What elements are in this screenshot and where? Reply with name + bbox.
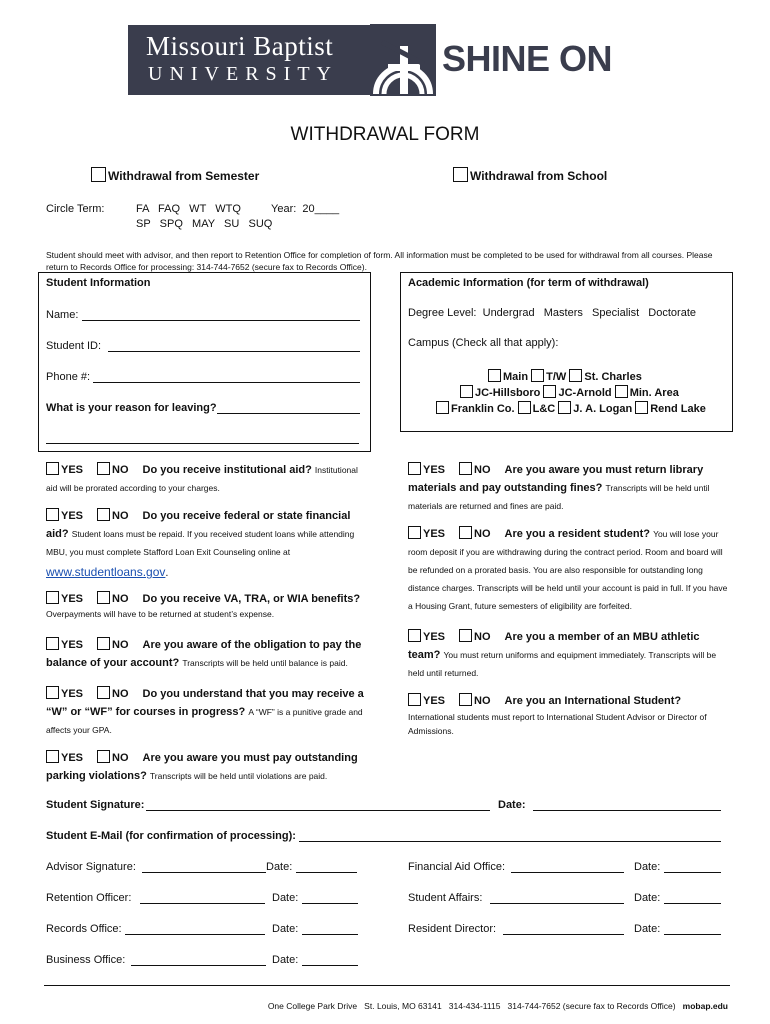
yes-checkbox[interactable]: [46, 686, 59, 699]
resident-director-field[interactable]: [503, 934, 624, 935]
phone-label: Phone #:: [46, 371, 91, 383]
no-label: NO: [474, 695, 491, 707]
degree-options[interactable]: Undergrad Masters Specialist Doctorate: [482, 307, 696, 319]
campus-franklin-label: Franklin Co.: [451, 403, 515, 415]
yes-checkbox[interactable]: [408, 693, 421, 706]
student-info-heading: Student Information: [46, 277, 151, 289]
footer: [0, 991, 728, 1011]
question-note: Transcripts will be held until balance is paid.: [182, 658, 348, 668]
student-signature-label: Student Signature:: [46, 799, 145, 811]
question-note: International students must report to International Student Advisor or Director of Admissions.: [408, 712, 707, 736]
term-row1[interactable]: FA FAQ WT WTQ: [136, 203, 241, 215]
yes-label: YES: [423, 528, 446, 540]
question-text: Do you receive VA, TRA, or WIA benefits?: [142, 593, 361, 605]
no-label: NO: [112, 464, 129, 476]
question-resident: [408, 525, 733, 615]
term-label: Circle Term:: [46, 203, 105, 215]
instructions: Student should meet with advisor, and then report to Retention Office for completion of form. All information must be completed to be used for withdrawal from all courses. Please return to Records Office for processing: 314-744-7652 (secure fax to Records Office).: [46, 250, 713, 272]
question-text: Are you an International Student?: [504, 695, 682, 707]
student-email-field[interactable]: [299, 841, 721, 842]
no-checkbox[interactable]: [97, 686, 110, 699]
phone-field[interactable]: [93, 382, 360, 383]
yes-label: YES: [61, 593, 84, 605]
logo-line2: UNIVERSITY: [148, 63, 338, 85]
student-id-field[interactable]: [108, 351, 360, 352]
campus-lc-checkbox[interactable]: [518, 401, 531, 414]
no-checkbox[interactable]: [97, 591, 110, 604]
campus-row1: [488, 369, 642, 383]
yes-checkbox[interactable]: [46, 750, 59, 763]
retention-officer-field[interactable]: [140, 903, 265, 904]
question-text: Do you understand that you may receive a “W” or “WF” for courses in progress?: [46, 688, 364, 718]
yes-label: YES: [423, 464, 446, 476]
no-label: NO: [112, 593, 129, 605]
student-date-label: Date:: [498, 799, 526, 811]
no-checkbox[interactable]: [459, 462, 472, 475]
question-w-grade: [46, 685, 366, 739]
question-account-balance: [46, 636, 366, 672]
question-note: Student loans must be repaid. If you received student loans while attending MBU, you must complete Stafford Loan Exit Counseling online at: [46, 529, 355, 557]
term-row2[interactable]: SP SPQ MAY SU SUQ: [136, 218, 273, 230]
withdraw-school-checkbox[interactable]: [453, 167, 468, 182]
campus-rendlake-label: Rend Lake: [650, 403, 706, 415]
student-affairs-field[interactable]: [490, 903, 624, 904]
question-text: Are you a member of an MBU athletic team?: [408, 631, 700, 661]
resident-director-date-field[interactable]: [664, 934, 721, 935]
question-note: You must return uniforms and equipment immediately. Transcripts will be held until returned.: [408, 650, 717, 678]
withdraw-semester-label: Withdrawal from Semester: [108, 169, 260, 183]
records-date-label: Date:: [272, 923, 299, 935]
campus-franklin-checkbox[interactable]: [436, 401, 449, 414]
yes-label: YES: [61, 752, 84, 764]
question-institutional-aid: [46, 461, 366, 497]
logo-line1: Missouri Baptist: [146, 31, 334, 61]
student-affairs-date-field[interactable]: [664, 903, 721, 904]
reason-label: What is your reason for leaving?: [46, 402, 217, 414]
no-checkbox[interactable]: [97, 637, 110, 650]
financial-aid-label: Financial Aid Office:: [408, 861, 506, 873]
question-library: [408, 461, 733, 515]
footer-address: One College Park Drive St. Louis, MO 63141 314-434-1115 314-744-7652 (secure fax to Records Office): [267, 1001, 676, 1011]
yes-checkbox[interactable]: [408, 629, 421, 642]
campus-lc-label: L&C: [532, 403, 556, 415]
campus-label: Campus (Check all that apply):: [408, 337, 559, 349]
financial-aid-field[interactable]: [511, 872, 624, 873]
mbu-sunrise-icon: [370, 24, 436, 96]
advisor-signature-field[interactable]: [142, 872, 266, 873]
withdraw-school-option[interactable]: [453, 167, 607, 183]
campus-row3: [436, 401, 706, 415]
resident-director-date-label: Date:: [634, 923, 661, 935]
yes-label: YES: [61, 639, 84, 651]
no-checkbox[interactable]: [97, 750, 110, 763]
yes-label: YES: [61, 510, 84, 522]
year-field[interactable]: [271, 203, 339, 215]
campus-stcharles-checkbox[interactable]: [569, 369, 582, 382]
yes-label: YES: [423, 695, 446, 707]
campus-tw-label: T/W: [546, 371, 567, 383]
page-title: WITHDRAWAL FORM: [290, 124, 480, 145]
question-text: Are you a resident student?: [504, 528, 650, 540]
records-office-field[interactable]: [125, 934, 265, 935]
link-period: .: [165, 567, 169, 579]
no-label: NO: [474, 528, 491, 540]
question-va-benefits: [46, 590, 366, 620]
advisor-date-field[interactable]: [296, 872, 357, 873]
no-checkbox[interactable]: [97, 462, 110, 475]
academic-info-heading: Academic Information (for term of withdrawal): [408, 277, 649, 289]
retention-date-field[interactable]: [302, 903, 358, 904]
student-email-label: Student E-Mail (for confirmation of processing):: [46, 830, 296, 842]
campus-row2: [460, 385, 679, 399]
footer-web[interactable]: mobap.edu: [682, 1001, 728, 1011]
campus-jchillsboro-checkbox[interactable]: [460, 385, 473, 398]
campus-jchillsboro-label: JC-Hillsboro: [475, 387, 541, 399]
question-note: Transcripts will be held until violations are paid.: [149, 771, 328, 781]
no-checkbox[interactable]: [459, 629, 472, 642]
question-text: Are you aware you must return library materials and pay outstanding fines?: [408, 464, 704, 494]
withdraw-semester-checkbox[interactable]: [91, 167, 106, 182]
advisor-signature-label: Advisor Signature:: [46, 861, 136, 873]
withdraw-semester-option[interactable]: [91, 167, 259, 183]
campus-jcarnold-label: JC-Arnold: [558, 387, 612, 399]
year-blank[interactable]: ____: [314, 203, 340, 215]
resident-director-label: Resident Director:: [408, 923, 497, 935]
withdraw-school-label: Withdrawal from School: [470, 169, 608, 183]
advisor-date-label: Date:: [266, 861, 293, 873]
campus-tw-checkbox[interactable]: [531, 369, 544, 382]
question-note: Overpayments will have to be returned at student’s expense.: [46, 609, 275, 619]
no-label: NO: [474, 631, 491, 643]
no-label: NO: [474, 464, 491, 476]
yes-checkbox[interactable]: [408, 462, 421, 475]
question-parking: [46, 749, 366, 785]
yes-checkbox[interactable]: [46, 462, 59, 475]
campus-rendlake-checkbox[interactable]: [635, 401, 648, 414]
student-id-label: Student ID:: [46, 340, 102, 352]
no-label: NO: [112, 639, 129, 651]
question-note: Transcripts will be held until materials are returned and fines are paid.: [408, 483, 710, 511]
degree-level-label: Degree Level:: [408, 307, 477, 319]
campus-jalogan-checkbox[interactable]: [558, 401, 571, 414]
question-federal-aid: [46, 507, 366, 584]
retention-date-label: Date:: [272, 892, 299, 904]
yes-checkbox[interactable]: [408, 526, 421, 539]
question-international: [408, 692, 733, 738]
business-date-field[interactable]: [302, 965, 358, 966]
records-date-field[interactable]: [302, 934, 358, 935]
name-label: Name:: [46, 309, 79, 321]
question-note: Institutional aid will be prorated according to your charges.: [46, 465, 358, 493]
business-date-label: Date:: [272, 954, 299, 966]
records-office-label: Records Office:: [46, 923, 122, 935]
campus-minarea-checkbox[interactable]: [615, 385, 628, 398]
no-label: NO: [112, 688, 129, 700]
financial-aid-date-label: Date:: [634, 861, 661, 873]
studentloans-link[interactable]: www.studentloans.gov: [46, 565, 166, 579]
yes-label: YES: [61, 688, 84, 700]
no-label: NO: [112, 510, 129, 522]
question-athletic: [408, 628, 733, 682]
student-signature-field[interactable]: [146, 810, 490, 811]
question-text: Do you receive federal or state financial aid?: [46, 510, 351, 540]
reason-field-line2[interactable]: [46, 443, 359, 444]
business-office-field[interactable]: [131, 965, 266, 966]
student-date-field[interactable]: [533, 810, 721, 811]
yes-label: YES: [423, 631, 446, 643]
question-note: A “WF” is a punitive grade and affects your GPA.: [46, 707, 363, 735]
degree-level[interactable]: [408, 307, 696, 319]
footer-divider: [44, 985, 730, 986]
name-field[interactable]: [82, 320, 360, 321]
student-affairs-label: Student Affairs:: [408, 892, 483, 904]
no-checkbox[interactable]: [97, 508, 110, 521]
yes-label: YES: [61, 464, 84, 476]
question-note: You will lose your room deposit if you are withdrawing during the contract period. Room and board will be refunded on a prorated basis. You are also responsible for outstanding long distance charges. Transcripts will be held until your account is paid in full. If you have a Housing Grant, future semesters of eligibility are forfeited.: [408, 529, 728, 611]
financial-aid-date-field[interactable]: [664, 872, 721, 873]
tagline: SHINE ON: [442, 38, 613, 79]
no-label: NO: [112, 752, 129, 764]
year-label: Year: 20: [271, 203, 315, 215]
no-checkbox[interactable]: [459, 526, 472, 539]
yes-checkbox[interactable]: [46, 637, 59, 650]
yes-checkbox[interactable]: [46, 591, 59, 604]
campus-jalogan-label: J. A. Logan: [573, 403, 633, 415]
reason-field-line1[interactable]: [217, 413, 360, 414]
campus-jcarnold-checkbox[interactable]: [543, 385, 556, 398]
no-checkbox[interactable]: [459, 693, 472, 706]
question-text: Are you aware of the obligation to pay the balance of your account?: [46, 639, 362, 669]
student-affairs-date-label: Date:: [634, 892, 661, 904]
campus-main-checkbox[interactable]: [488, 369, 501, 382]
question-text: Are you aware you must pay outstanding parking violations?: [46, 752, 358, 782]
retention-officer-label: Retention Officer:: [46, 892, 132, 904]
campus-stcharles-label: St. Charles: [584, 371, 642, 383]
campus-main-label: Main: [503, 371, 529, 383]
campus-minarea-label: Min. Area: [629, 387, 679, 399]
student-info-box: [38, 272, 371, 452]
question-text: Do you receive institutional aid?: [142, 464, 312, 476]
business-office-label: Business Office:: [46, 954, 126, 966]
yes-checkbox[interactable]: [46, 508, 59, 521]
